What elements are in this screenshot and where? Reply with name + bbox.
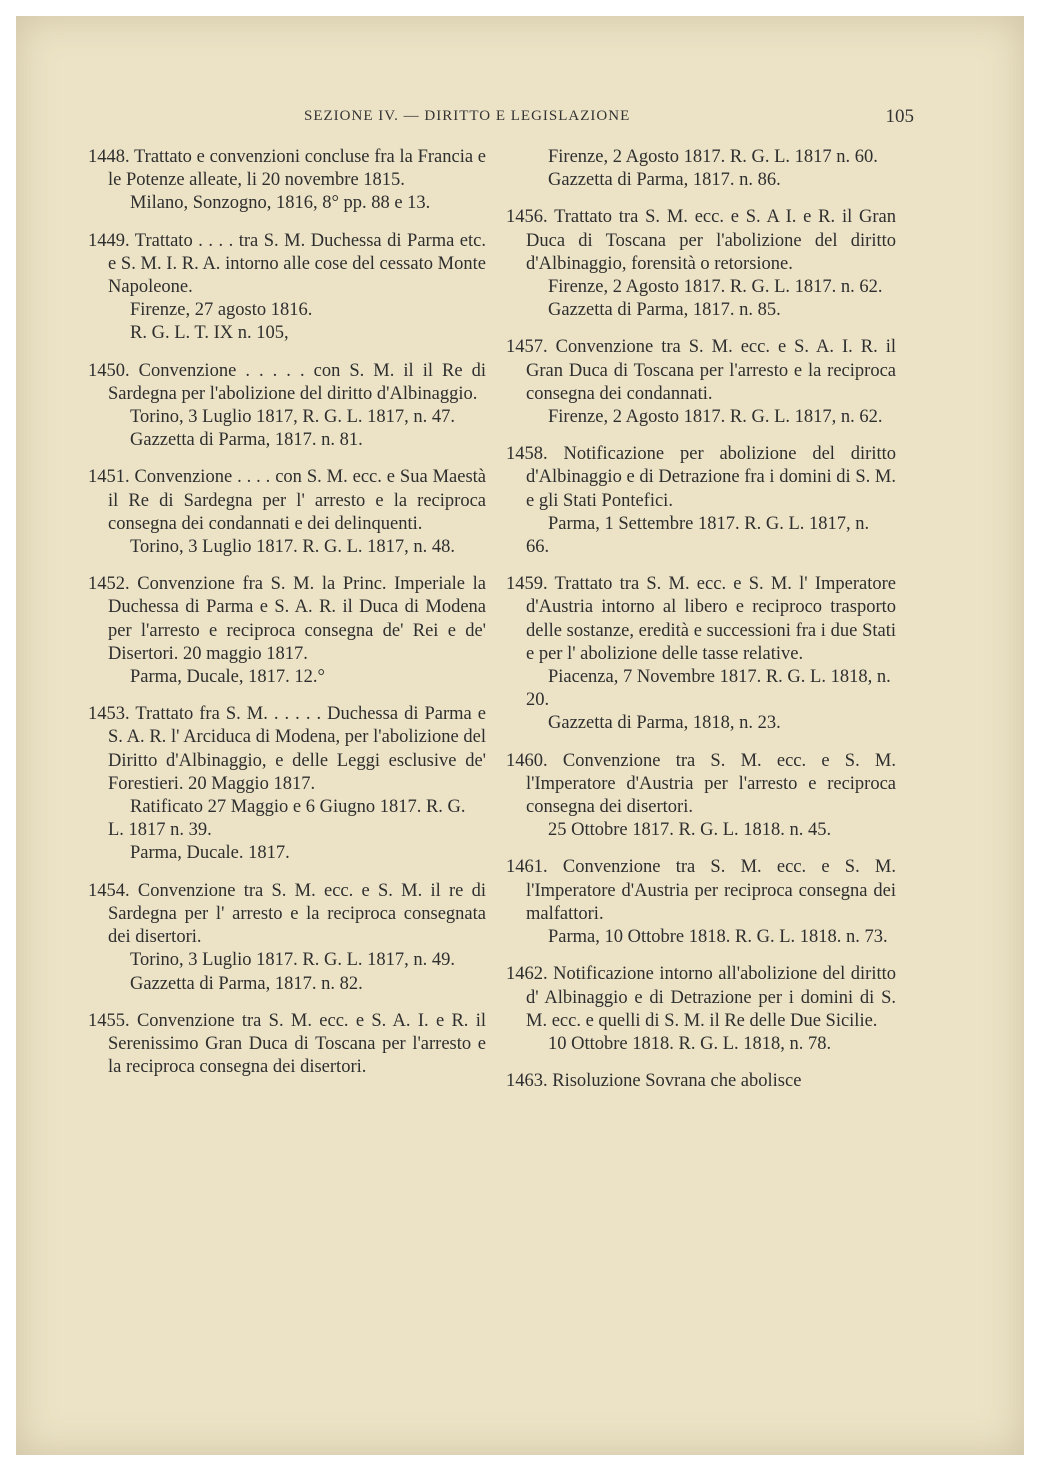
entry-text: Trattato fra S. M. . . . . . Duchessa di Parma e S. A. R. l' Arciduca di Modena, per l'abolizione del Diritto d'Albinaggio, e delle Leggi esclusive de' Forestieri. 20 Maggio 1817.	[108, 704, 486, 794]
entry-main	[506, 1070, 896, 1093]
entry-number: 1452.	[88, 574, 130, 595]
entry-reference: Gazzetta di Parma, 1818, n. 23.	[548, 713, 781, 734]
bibliography-entry	[506, 750, 896, 843]
entry-text: Convenzione tra S. M. ecc. e S. A. I. e R. il Serenissimo Gran Duca di Toscana per l'arresto e la reciproca consegna dei disertori.	[108, 1010, 487, 1078]
entry-number: 1457.	[506, 337, 548, 358]
entry-reference: 25 Ottobre 1817. R. G. L. 1818. n. 45.	[548, 820, 832, 841]
right-column	[506, 146, 896, 1107]
entry-text: Convenzione tra S. M. ecc. e S. A. I. R. il Gran Duca di Toscana per l'arresto e la reciproca consegna dei condannati.	[526, 337, 897, 404]
entry-reference: Firenze, 2 Agosto 1817. R. G. L. 1817. n. 62.	[548, 277, 883, 298]
bibliography-entry	[88, 360, 486, 453]
bibliography-entry	[88, 146, 486, 216]
entry-main	[506, 963, 896, 1033]
running-header	[304, 106, 914, 130]
entry-reference: Firenze, 2 Agosto 1817. R. G. L. 1817, n. 62.	[548, 407, 883, 428]
entry-number: 1460.	[506, 750, 548, 771]
entry-main	[88, 146, 486, 192]
entry-number: 1459.	[506, 574, 548, 595]
entry-main	[88, 703, 486, 796]
entry-main	[506, 206, 896, 276]
entry-text: Convenzione fra S. M. la Princ. Imperiale la Duchessa di Parma e S. A. R. il Duca di Modena per l'arresto e reciproca consegna de' Rei e de' Disertori. 20 maggio 1817.	[108, 574, 486, 664]
entry-main	[506, 443, 896, 513]
entry-number: 1454.	[88, 880, 130, 901]
entry-reference: Gazzetta di Parma, 1817. n. 86.	[548, 170, 781, 191]
entry-text: Notificazione intorno all'abolizione del diritto d' Albinaggio e di Detrazione per i domini di S. M. ecc. e quelli di S. M. il Re delle Due Sicilie.	[526, 964, 896, 1031]
entry-text: Notificazione per abolizione del diritto d'Albinaggio e di Detrazione fra i domini di S. M. e gli Stati Pontefici.	[526, 444, 897, 511]
entry-reference: Gazzetta di Parma, 1817. n. 81.	[130, 430, 363, 451]
entry-reference: Torino, 3 Luglio 1817. R. G. L. 1817, n. 49.	[130, 950, 456, 971]
entry-reference: Torino, 3 Luglio 1817. R. G. L. 1817, n. 48.	[130, 537, 456, 558]
entry-reference: Milano, Sonzogno, 1816, 8° pp. 88 e 13.	[130, 193, 431, 214]
entry-reference: R. G. L. T. IX n. 105,	[130, 323, 289, 344]
entry-number: 1449.	[88, 230, 130, 251]
entry-main	[506, 750, 896, 820]
entry-main	[506, 573, 896, 666]
bibliography-entry	[506, 573, 896, 735]
entry-main	[88, 466, 486, 536]
entry-text: Trattato e convenzioni concluse fra la Francia e le Potenze alleate, li 20 novembre 1815.	[108, 147, 486, 191]
entry-number: 1451.	[88, 467, 130, 488]
entry-reference: Gazzetta di Parma, 1817. n. 82.	[130, 973, 363, 994]
left-column	[88, 146, 486, 1093]
entry-reference: Ratificato 27 Maggio e 6 Giugno 1817. R. G. L. 1817 n. 39.	[108, 797, 466, 841]
bibliography-entry	[506, 443, 896, 559]
bibliography-entry	[88, 466, 486, 559]
entry-text: Convenzione . . . . . con S. M. il il Re di Sardegna per l'abolizione del diritto d'Albinaggio.	[108, 360, 487, 404]
entry-text: Trattato tra S. M. ecc. e S. M. l' Imperatore d'Austria intorno al libero e reciproco trasporto delle sostanze, eredità e successioni fra i due Stati e per l' abolizione delle tasse relative.	[526, 574, 896, 664]
entry-number: 1456.	[506, 207, 548, 228]
bibliography-entry	[506, 1070, 896, 1093]
entry-reference: 10 Ottobre 1818. R. G. L. 1818, n. 78.	[548, 1033, 832, 1054]
entry-reference: Parma, 1 Settembre 1817. R. G. L. 1817, n. 66.	[526, 513, 870, 558]
entry-reference: Torino, 3 Luglio 1817, R. G. L. 1817, n. 47.	[130, 407, 456, 428]
bibliography-entry	[506, 963, 896, 1056]
section-title: SEZIONE IV. — DIRITTO E LEGISLAZIONE	[304, 108, 631, 124]
bibliography-entry	[506, 336, 896, 429]
entry-text: Convenzione . . . . con S. M. ecc. e Sua Maestà il Re di Sardegna per l' arresto e la reciproca consegna dei condannati e dei delinquenti.	[108, 467, 486, 534]
entry-reference: Parma, Ducale. 1817.	[130, 843, 290, 864]
entry-text: Convenzione tra S. M. ecc. e S. M. l'Imperatore d'Austria per reciproca consegna dei malfattori.	[526, 857, 897, 924]
bibliography-entry	[506, 146, 896, 192]
entry-number: 1453.	[88, 704, 130, 725]
entry-reference: Parma, 10 Ottobre 1818. R. G. L. 1818. n. 73.	[548, 927, 888, 948]
entry-main	[88, 230, 486, 300]
entry-reference: Firenze, 27 agosto 1816.	[130, 300, 313, 321]
entry-reference: Piacenza, 7 Novembre 1817. R. G. L. 1818, n. 20.	[526, 667, 891, 711]
entry-number: 1450.	[88, 360, 130, 381]
entry-text: Convenzione tra S. M. ecc. e S. M. l'Imperatore d'Austria per l'arresto e reciproca consegna dei disertori.	[526, 750, 897, 818]
entry-main	[88, 360, 486, 406]
entry-number: 1463.	[506, 1071, 548, 1092]
entry-main	[88, 1010, 486, 1080]
entry-text: Risoluzione Sovrana che abolisce	[552, 1071, 802, 1092]
entry-main	[88, 880, 486, 950]
entry-main	[88, 573, 486, 666]
entry-reference: Parma, Ducale, 1817. 12.°	[130, 667, 325, 688]
bibliography-entry	[88, 1010, 486, 1080]
bibliography-entry	[506, 206, 896, 322]
bibliography-entry	[88, 880, 486, 996]
entry-text: Trattato . . . . tra S. M. Duchessa di Parma etc. e S. M. I. R. A. intorno alle cose del cessato Monte Napoleone.	[108, 230, 486, 298]
bibliography-entry	[88, 230, 486, 346]
entry-number: 1461.	[506, 857, 548, 878]
page-number: 105	[885, 106, 914, 127]
bibliography-entry	[88, 573, 486, 689]
bibliography-entry	[506, 856, 896, 949]
bibliography-entry	[88, 703, 486, 865]
entry-text: Trattato tra S. M. ecc. e S. A I. e R. il Gran Duca di Toscana per l'abolizione del diritto d'Albinaggio, forensità o retorsione.	[526, 207, 896, 274]
entry-reference: Firenze, 2 Agosto 1817. R. G. L. 1817 n. 60.	[548, 147, 878, 167]
entry-main	[506, 856, 896, 926]
entry-text: Convenzione tra S. M. ecc. e S. M. il re di Sardegna per l' arresto e la reciproca consegnata dei disertori.	[108, 880, 486, 948]
entry-main	[506, 336, 896, 406]
entry-number: 1448.	[88, 147, 130, 167]
entry-reference: Gazzetta di Parma, 1817. n. 85.	[548, 300, 781, 321]
entry-number: 1455.	[88, 1010, 130, 1031]
entry-number: 1462.	[506, 964, 548, 985]
entry-number: 1458.	[506, 444, 548, 465]
